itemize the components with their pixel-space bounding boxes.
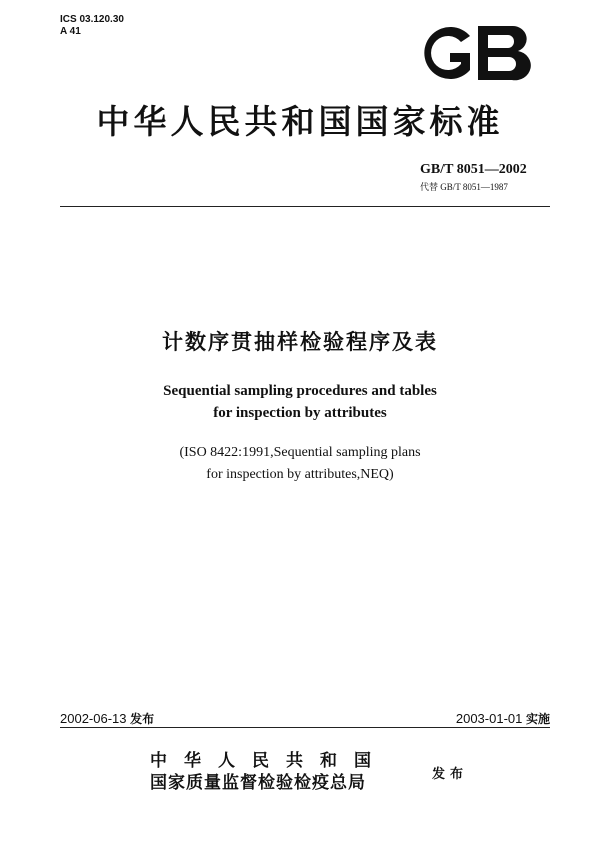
issuing-authority bbox=[150, 750, 430, 794]
national-standard-heading: 中华人民共和国国家标准 bbox=[96, 102, 504, 141]
ccs-code: A 41 bbox=[60, 26, 81, 37]
issue-date bbox=[60, 710, 154, 727]
iso-reference-line2: for inspection by attributes,NEQ) bbox=[206, 467, 394, 482]
english-title-line2: for inspection by attributes bbox=[213, 405, 387, 421]
implementation-date bbox=[456, 710, 550, 727]
iso-reference-line1: (ISO 8422:1991,Sequential sampling plans bbox=[179, 445, 421, 460]
top-divider bbox=[60, 206, 550, 207]
issue-date-value: 2002-06-13 bbox=[60, 711, 127, 726]
issue-date-label: 发布 bbox=[130, 712, 155, 726]
standard-number: GB/T 8051—2002 bbox=[420, 162, 527, 177]
bottom-divider bbox=[60, 727, 550, 728]
iso-reference bbox=[0, 442, 600, 486]
issuer-country: 中华人民共和国 bbox=[150, 751, 388, 771]
chinese-title: 计数序贯抽样检验程序及表 bbox=[162, 330, 438, 354]
english-title bbox=[0, 380, 600, 424]
english-title-line1: Sequential sampling procedures and tables bbox=[163, 383, 437, 399]
replaces-standard: 代替 GB/T 8051—1987 bbox=[420, 182, 508, 192]
implementation-date-value: 2003-01-01 bbox=[455, 711, 523, 726]
gb-logo bbox=[418, 22, 534, 84]
implementation-date-label: 实施 bbox=[525, 712, 550, 726]
issuer-agency: 国家质量监督检验检疫总局 bbox=[150, 773, 366, 793]
publish-label: 发布 bbox=[432, 767, 469, 782]
ics-code: ICS 03.120.30 bbox=[60, 14, 124, 25]
classification-codes bbox=[60, 14, 124, 38]
